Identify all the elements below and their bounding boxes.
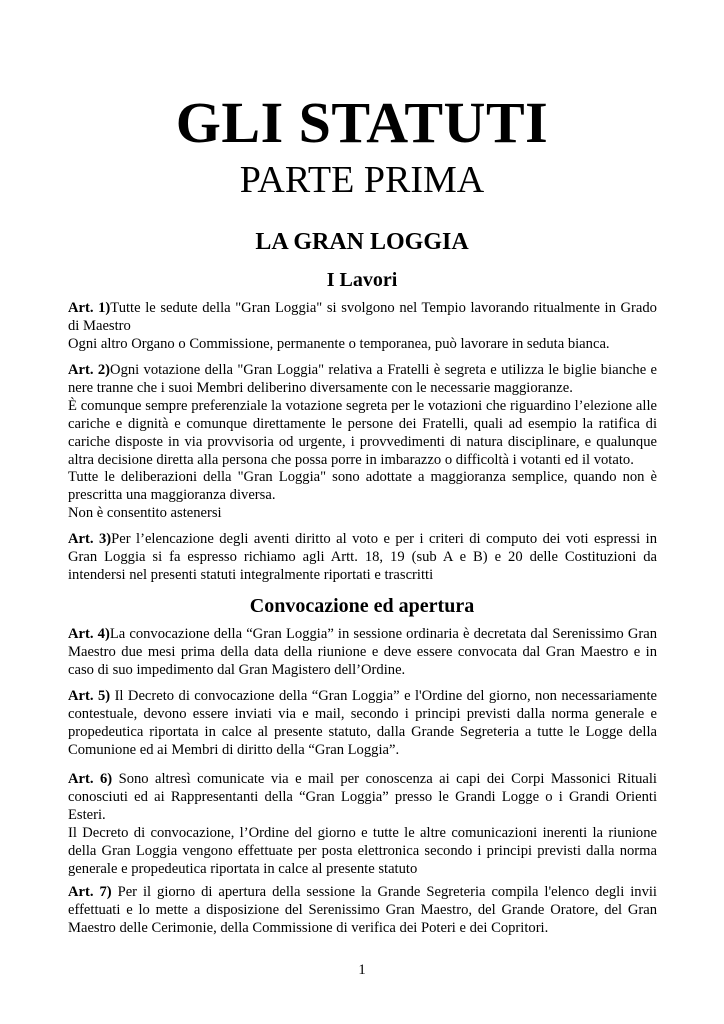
- article-label: Art. 1): [68, 300, 111, 316]
- article-label: Art. 7): [68, 884, 112, 900]
- article-4: [68, 626, 657, 680]
- article-label: Art. 3): [68, 531, 112, 547]
- article-3: [68, 531, 657, 585]
- article-paragraph: Sono altresì comunicate via e mail per conoscenza ai capi dei Corpi Massonici Rituali conosciuti ed ai Rappresentanti della “Gran Loggia” presso le Grandi Logge o i Grandi Orienti Esteri.: [68, 771, 657, 823]
- document-subtitle: PARTE PRIMA: [239, 159, 485, 201]
- page-number: 1: [358, 962, 366, 978]
- article-paragraph: Tutte le deliberazioni della "Gran Loggia" sono adottate a maggioranza semplice, quando non è prescritta una maggioranza diversa.: [68, 469, 657, 504]
- article-paragraph: È comunque sempre preferenziale la votazione segreta per le votazioni che riguardino l’elezione alle cariche e dignità e comunque direttamente le persone dei Fratelli, quali ad esempio la ratifica di cariche disposte in via provvisoria od urgente, i provvedimenti di natura disciplinare, e qualunque altra decisione diretta alla persona che possa porre in imbarazzo o difficoltà i votanti ed il votato.: [68, 397, 657, 468]
- article-1: [68, 300, 657, 354]
- article-paragraph: Il Decreto di convocazione, l’Ordine del giorno e tutte le altre comunicazioni inerenti la riunione della Gran Loggia vengono effettuate per posta elettronica secondo i principi previsti dalla norma generale e propedeutica riportata in calce al presente statuto: [68, 824, 657, 877]
- article-2: [68, 362, 657, 523]
- article-7: [68, 884, 657, 938]
- article-label: Art. 5): [68, 688, 111, 704]
- article-paragraph: Per il giorno di apertura della sessione la Grande Segreteria compila l'elenco degli invii effettuati e lo mette a disposizione del Serenissimo Gran Maestro, del Grande Oratore, del Gran Maestro delle Cerimonie, della Commissione di verifica dei Poteri e dei Copritori.: [68, 884, 657, 936]
- article-paragraph: Per l’elencazione degli aventi diritto al voto e per i criteri di computo dei voti espressi in Gran Loggia si fa espresso richiamo agli Artt. 18, 19 (sub A e B) e 20 delle Costituzioni da intendersi nel presenti statuti integralmente riportati e trascritti: [68, 531, 657, 583]
- article-label: Art. 2): [68, 362, 111, 378]
- chapter-title-lavori: I Lavori: [326, 269, 398, 291]
- article-label: Art. 6): [68, 771, 113, 787]
- article-paragraph: Non è consentito astenersi: [68, 505, 222, 522]
- article-6: [68, 771, 657, 878]
- article-paragraph: La convocazione della “Gran Loggia” in sessione ordinaria è decretata dal Serenissimo Gran Maestro due mesi prima della data della riunione e deve essere convocata dal Gran Maestro e in caso di suo impedimento dal Gran Magistero dell’Ordine.: [68, 626, 657, 678]
- article-paragraph: Ogni votazione della "Gran Loggia" relativa a Fratelli è segreta e utilizza le biglie bianche e nere tranne che i suoi Membri deliberino diversamente con le necessarie maggioranze.: [68, 362, 657, 396]
- section-title: LA GRAN LOGGIA: [255, 229, 469, 255]
- article-paragraph: Ogni altro Organo o Commissione, permanente o temporanea, può lavorare in seduta bianca.: [68, 335, 610, 352]
- chapter-title-convocazione: Convocazione ed apertura: [249, 595, 475, 617]
- article-paragraph: Tutte le sedute della "Gran Loggia" si svolgono nel Tempio lavorando ritualmente in Grado di Maestro: [68, 300, 657, 334]
- article-paragraph: Il Decreto di convocazione della “Gran Loggia” e l'Ordine del giorno, non necessariamente contestuale, devono essere inviati via e mail, secondo i principi previsti dalla norma generale e propedeutica riportata in calce al presente statuto, dalla Grande Segreteria a tutte le Logge della Comunione ed ai Membri di diritto della “Gran Loggia”.: [68, 688, 657, 758]
- article-label: Art. 4): [68, 626, 110, 642]
- document-title: GLI STATUTI: [175, 90, 549, 155]
- article-5: [68, 688, 657, 760]
